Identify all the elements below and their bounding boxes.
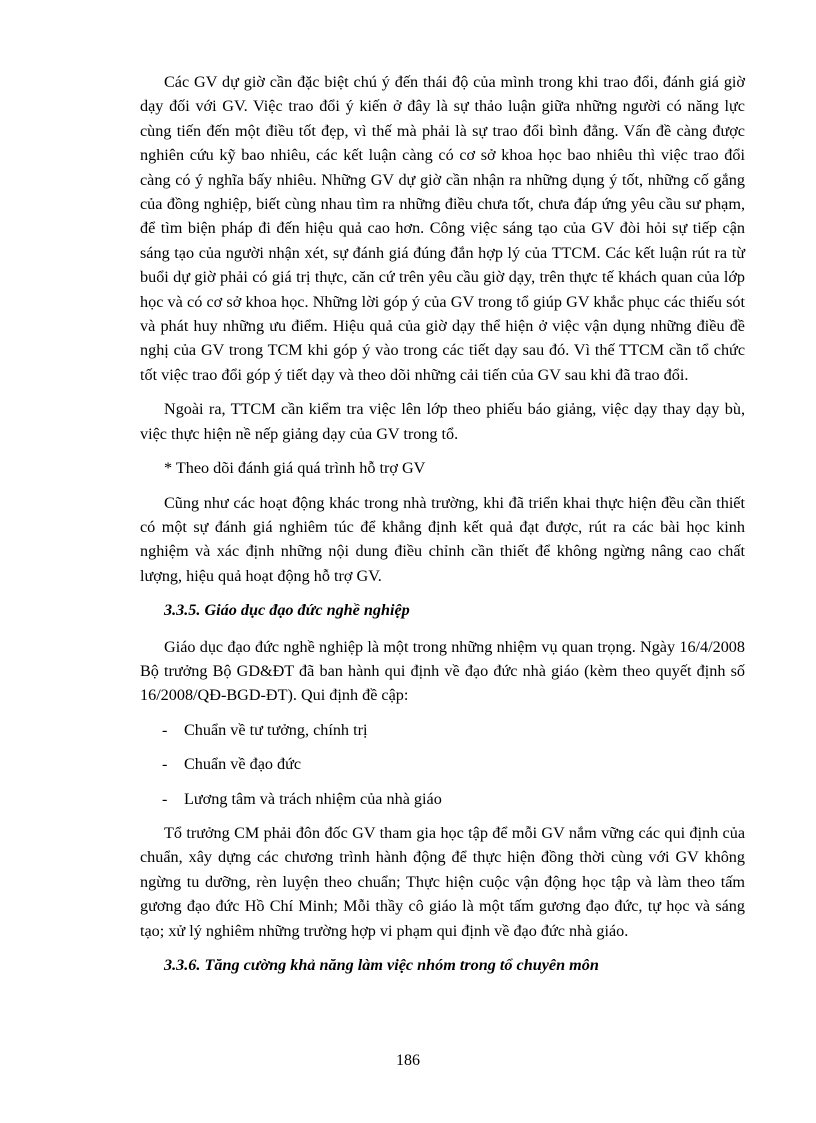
- paragraph-head-duties: Tổ trưởng CM phải đôn đốc GV tham gia học tập để mỗi GV nắm vững các qui định của chuẩn, xây dựng các chương trình hành động để thực hiện đồng thời cùng với GV không ngừng tu dưỡng, rèn luyện theo chuẩn; Thực hiện cuộc vận động học tập và làm theo tấm gương đạo đức Hồ Chí Minh; Mỗi thầy cô giáo là một tấm gương đạo đức, tự học và sáng tạo; xử lý nghiêm những trường hợp vi phạm qui định về đạo đức nhà giáo.: [140, 823, 745, 940]
- paragraph-feedback-attitude: Các GV dự giờ cần đặc biệt chú ý đến thái độ của mình trong khi trao đổi, đánh giá giờ dạy đối với GV. Việc trao đổi ý kiến ở đây là sự thảo luận giữa những người có năng lực cùng tiến đến một điều tốt đẹp, vì thế mà phải là sự trao đổi bình đẳng. Vấn đề càng được nghiên cứu kỹ bao nhiêu, các kết luận càng có cơ sở khoa học bao nhiêu thì việc trao đổi càng có ý nghĩa bấy nhiêu. Những GV dự giờ cần nhận ra những dụng ý tốt, những cố gắng của đồng nghiệp, biết cùng nhau tìm ra những điều chưa tốt, chưa đáp ứng yêu cầu sư phạm, để tìm biện pháp đi đến hiệu quả cao hơn. Công việc sáng tạo của GV đòi hỏi sự tiếp cận sáng tạo của người nhận xét, sự đánh giá đúng đắn hợp lý của TTCM. Các kết luận rút ra từ buổi dự giờ phải có giá trị thực, căn cứ trên yêu cầu giờ dạy, trên thực tế khách quan của lớp học và có cơ sở khoa học. Những lời góp ý của GV trong tổ giúp GV khắc phục các thiếu sót và phát huy những ưu điểm. Hiệu quả của giờ dạy thể hiện ở việc vận dụng những điều đề nghị của GV trong TCM khi góp ý vào trong các tiết dạy sau đó. Vì thế TTCM cần tổ chức tốt việc trao đổi góp ý tiết dạy và theo dõi những cải tiến của GV sau khi đã trao đổi.: [140, 73, 745, 384]
- list-item-text: Chuẩn về đạo đức: [184, 755, 302, 774]
- section-heading-ethics: 3.3.5. Giáo dục đạo đức nghề nghiệp: [164, 601, 410, 620]
- list-item: [140, 787, 745, 811]
- list-item: [140, 752, 745, 776]
- standards-list: [140, 718, 745, 811]
- paragraph-ethics-intro: Giáo dục đạo đức nghề nghiệp là một trong những nhiệm vụ quan trọng. Ngày 16/4/2008 Bộ trưởng Bộ GD&ĐT đã ban hành qui định về đạo đức nhà giáo (kèm theo quyết định số 16/2008/QĐ-BGD-ĐT). Qui định đề cập:: [140, 637, 745, 705]
- subsection-star-line: * Theo dõi đánh giá quá trình hỗ trợ GV: [164, 459, 426, 478]
- section-heading-teamwork: 3.3.6. Tăng cường khả năng làm việc nhóm trong tổ chuyên môn: [164, 956, 599, 974]
- body-text: [140, 70, 745, 989]
- list-dash: -: [162, 720, 168, 739]
- list-item: [140, 718, 745, 742]
- list-dash: -: [162, 789, 168, 808]
- list-item-text: Chuẩn về tư tưởng, chính trị: [184, 720, 368, 739]
- paragraph-evaluation: Cũng như các hoạt động khác trong nhà trường, khi đã triển khai thực hiện đều cần thiết có một sự đánh giá nghiêm túc để khẳng định kết quả đạt được, rút ra các bài học kinh nghiệm và xác định những nội dung điều chỉnh cần thiết để không ngừng nâng cao chất lượng, hiệu quả hoạt động hỗ trợ GV.: [140, 493, 745, 585]
- paragraph-lesson-check: Ngoài ra, TTCM cần kiểm tra việc lên lớp theo phiếu báo giảng, việc dạy thay dạy bù, việc thực hiện nề nếp giảng dạy của GV trong tổ.: [140, 400, 745, 443]
- page-number: 186: [396, 1052, 420, 1069]
- list-dash: -: [162, 755, 168, 774]
- list-item-text: Lương tâm và trách nhiệm của nhà giáo: [184, 789, 442, 808]
